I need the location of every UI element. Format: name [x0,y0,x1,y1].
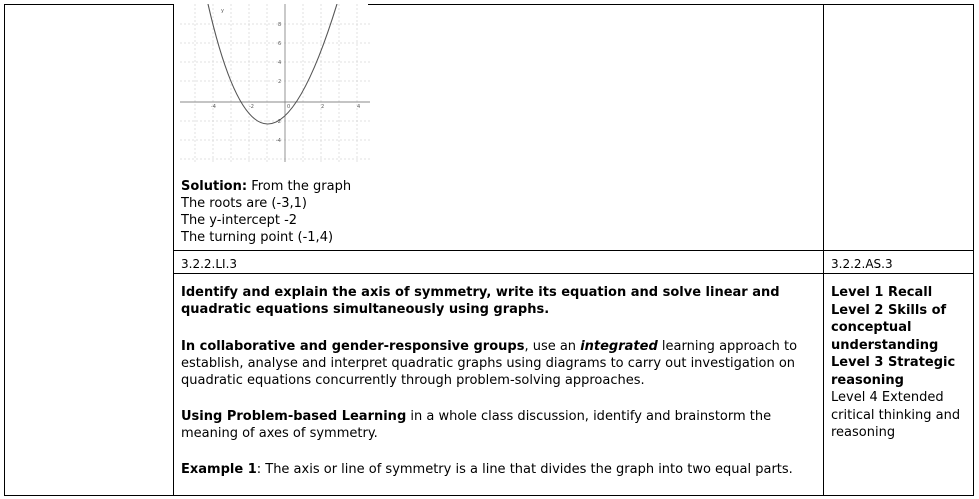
table-bottom-border [4,495,974,496]
solution-roots: The roots are (-3,1) [181,196,307,211]
solution-line [181,178,351,195]
y-axis-label: y [221,8,224,14]
levels-list [831,284,966,442]
y-tick-label: 6 [278,41,282,47]
solution-turning-point: The turning point (-1,4) [181,230,334,245]
example-label: Example 1 [181,462,257,477]
table-left-border [4,4,5,496]
x-tick-label: 2 [321,104,325,110]
paragraph-problem-based-lead: Using Problem-based Learning [181,409,407,424]
level-4 [831,389,966,442]
y-tick-label: -4 [276,138,281,144]
row-divider-1 [174,250,974,251]
parabola-curve [208,4,337,124]
y-tick-label: 2 [278,79,282,85]
solution-intro: From the graph [251,179,352,194]
level-1: Level 1 Recall [831,285,933,300]
table-top-border-left [4,4,174,5]
level-3 [831,354,966,389]
solution-heading: Solution: [181,179,248,194]
level-4-text: Level 4 Extended critical thinking and reasoning [831,390,961,440]
level-2 [831,302,966,355]
y-tick-label: 4 [278,60,282,66]
table-top-border-right [368,4,974,5]
paragraph-collaborative-lead: In collaborative and gender-responsive groups [181,339,525,354]
indicator-code: 3.2.2.LI.3 [181,257,238,271]
paragraph-problem-based-body: in a whole class discussion, identify and brainstorm the meaning of axes of symmetry. [181,409,772,441]
paragraph-collaborative [181,338,821,389]
paragraph-problem-based [181,408,821,442]
paragraph-collaborative-emphasis: integrated [580,339,658,354]
example-paragraph [181,461,821,478]
level-3-text: Level 3 Strategic reasoning [831,355,956,388]
solution-y-intercept: The y-intercept -2 [181,213,298,228]
x-tick-label: 4 [357,104,361,110]
example-body: : The axis or line of symmetry is a line that divides the graph into two equal parts. [256,462,793,477]
assessment-code: 3.2.2.AS.3 [831,257,893,271]
x-tick-label: -2 [249,104,254,110]
quadratic-graph [180,4,372,164]
y-tick-label: -2 [276,119,281,125]
row-divider-2 [174,273,974,274]
x-tick-label: 0 [287,104,291,110]
graph-grid [180,4,370,162]
x-tick-label: -4 [211,104,216,110]
paragraph-collaborative-body: learning approach to establish, analyse and interpret quadratic graphs using diagrams to carry out investigation on quadratic equations concurrently through problem-solving approaches. [181,339,798,388]
y-tick-label: 8 [278,22,282,28]
paragraph-collaborative-mid: , use an [524,339,581,354]
level-2-text: Level 2 Skills of conceptual understanding [831,302,947,353]
learning-objective: Identify and explain the axis of symmetry, write its equation and solve linear and quadratic equations simultaneously using graphs. [181,285,780,317]
